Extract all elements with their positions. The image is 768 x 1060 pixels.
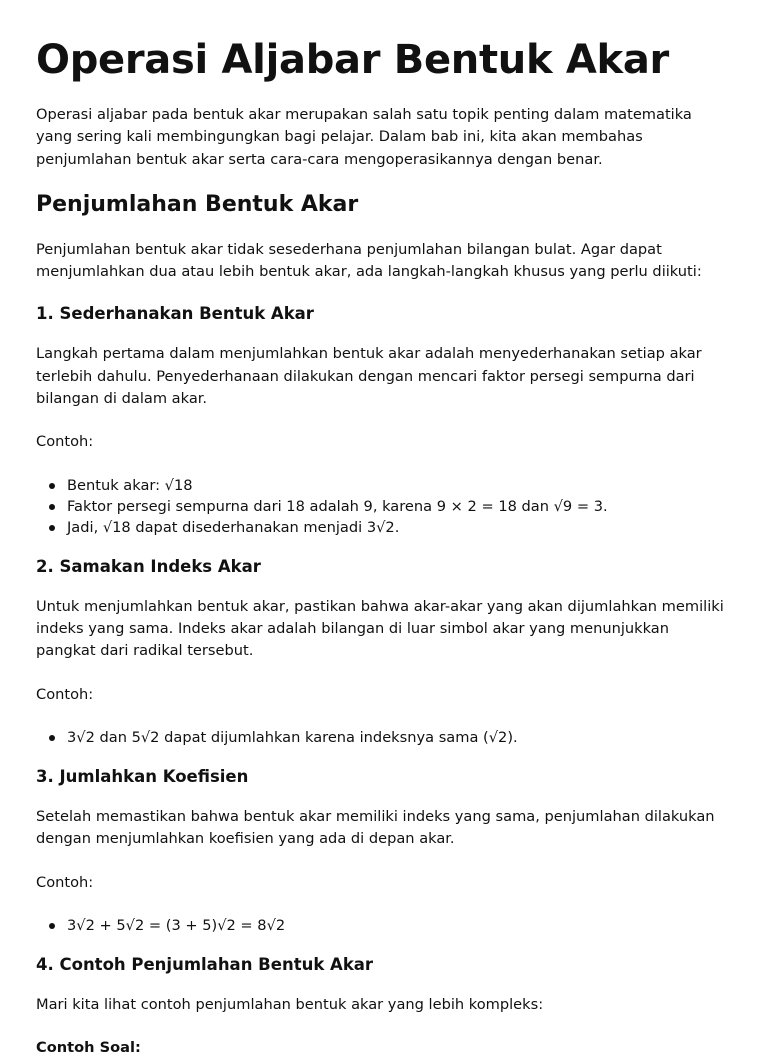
list-item: Bentuk akar: √18	[67, 475, 732, 496]
step-3-example-label: Contoh:	[36, 873, 94, 891]
step-1-example-list	[36, 475, 732, 538]
list-item: Faktor persegi sempurna dari 18 adalah 9, karena 9 × 2 = 18 dan √9 = 3.	[67, 496, 732, 517]
step-2-example-label: Contoh:	[36, 685, 94, 703]
step-3-example-list	[36, 915, 732, 936]
section-heading: Penjumlahan Bentuk Akar	[36, 192, 359, 218]
step-1-heading: 1. Sederhanakan Bentuk Akar	[36, 304, 314, 324]
step-1-text: Langkah pertama dalam menjumlahkan bentuk akar adalah menyederhanakan setiap akar terlebih dahulu. Penyederhanaan dilakukan dengan mencari faktor persegi sempurna dari bilangan di dalam akar.	[36, 345, 702, 408]
list-item: Jadi, √18 dapat disederhanakan menjadi 3√2.	[67, 517, 732, 538]
step-3-heading: 3. Jumlahkan Koefisien	[36, 767, 249, 787]
section-intro-paragraph: Penjumlahan bentuk akar tidak sesederhana penjumlahan bilangan bulat. Agar dapat menjumlahkan dua atau lebih bentuk akar, ada langkah-langkah khusus yang perlu diikuti:	[36, 240, 702, 281]
step-4-heading: 4. Contoh Penjumlahan Bentuk Akar	[36, 955, 374, 975]
step-2-example-list	[36, 727, 732, 748]
step-1-example-label: Contoh:	[36, 433, 94, 451]
intro-paragraph: Operasi aljabar pada bentuk akar merupakan salah satu topik penting dalam matematika yang sering kali membingungkan bagi pelajar. Dalam bab ini, kita akan membahas penjumlahan bentuk akar serta cara-cara mengoperasikannya dengan benar.	[36, 106, 692, 168]
step-3-text: Setelah memastikan bahwa bentuk akar memiliki indeks yang sama, penjumlahan dilakukan dengan menjumlahkan koefisien yang ada di depan akar.	[36, 808, 715, 848]
step-2-text: Untuk menjumlahkan bentuk akar, pastikan bahwa akar-akar yang akan dijumlahkan memiliki indeks yang sama. Indeks akar adalah bilangan di luar simbol akar yang menunjukkan pangkat dari radikal tersebut.	[36, 597, 724, 660]
step-4-text: Mari kita lihat contoh penjumlahan bentuk akar yang lebih kompleks:	[36, 996, 544, 1014]
list-item: 3√2 + 5√2 = (3 + 5)√2 = 8√2	[67, 915, 732, 936]
step-2-heading: 2. Samakan Indeks Akar	[36, 556, 261, 576]
step-4-example-label: Contoh Soal:	[36, 1039, 141, 1057]
list-item: 3√2 dan 5√2 dapat dijumlahkan karena indeksnya sama (√2).	[67, 727, 732, 748]
page-title: Operasi Aljabar Bentuk Akar	[36, 37, 669, 83]
